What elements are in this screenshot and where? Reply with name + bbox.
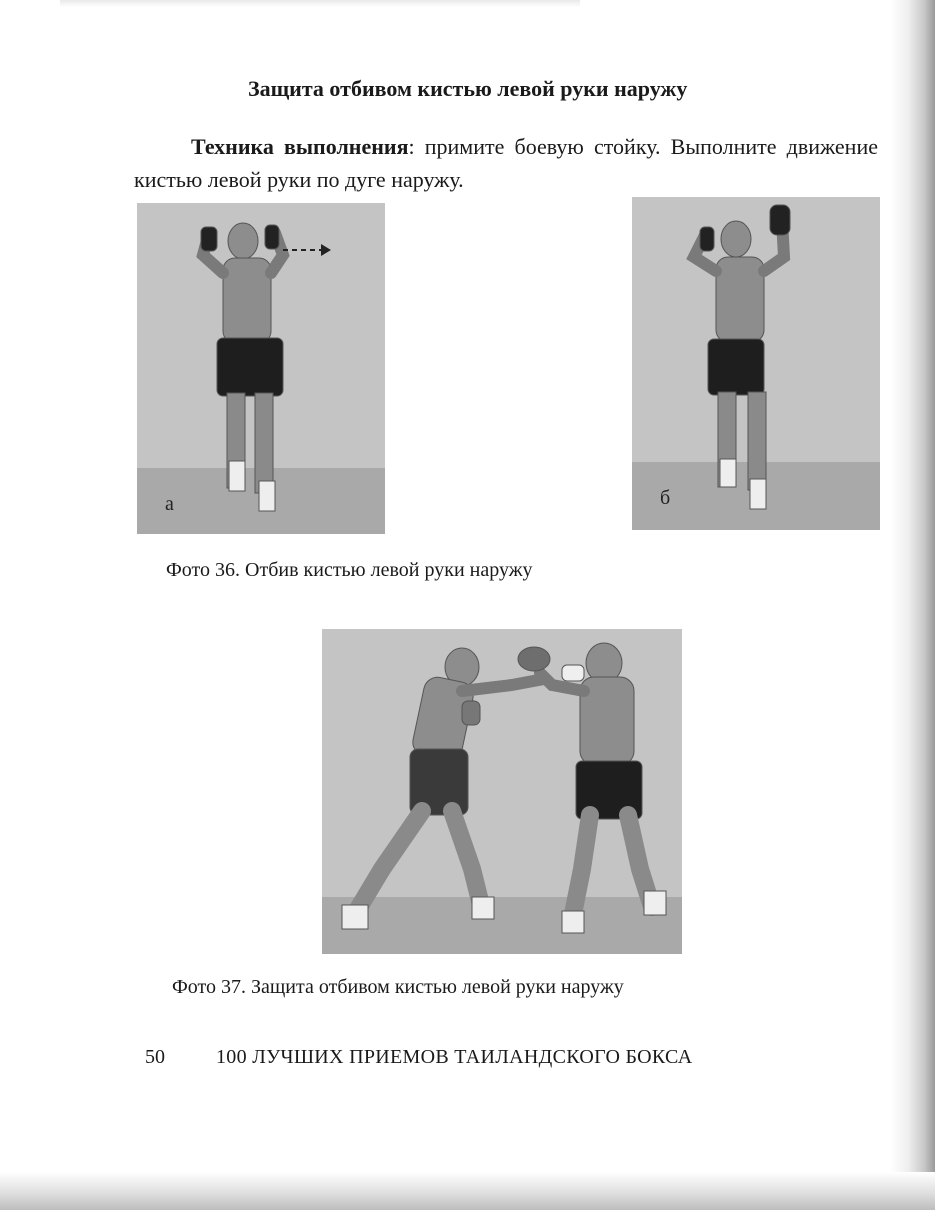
intro-paragraph [134, 130, 878, 196]
photo-label-a: а [165, 493, 174, 515]
photo-36b [632, 197, 880, 530]
caption-photo-37: Фото 37. Защита отбивом кистью левой руки наружу [172, 976, 624, 998]
fighter-b-figure [632, 197, 880, 530]
page-title: Защита отбивом кистью левой руки наружу [248, 76, 688, 101]
photo-label-b: б [660, 487, 671, 509]
photo-36a [137, 203, 385, 534]
caption-photo-36: Фото 36. Отбив кистью левой руки наружу [166, 559, 533, 581]
sparring-figures [322, 629, 682, 954]
fighter-a-figure [137, 203, 385, 534]
page-number: 50 [145, 1046, 165, 1068]
photo-37 [322, 629, 682, 954]
scan-edge-top [60, 0, 580, 7]
technique-text: : примите боевую стойку. Выполните движение кистью левой руки по дуге наружу. [134, 134, 878, 192]
scan-edge-right [890, 0, 935, 1210]
book-title: 100 ЛУЧШИХ ПРИЕМОВ ТАИЛАНДСКОГО БОКСА [216, 1046, 693, 1068]
technique-label: Техника выполнения [191, 134, 409, 159]
scan-edge-bottom [0, 1172, 935, 1210]
